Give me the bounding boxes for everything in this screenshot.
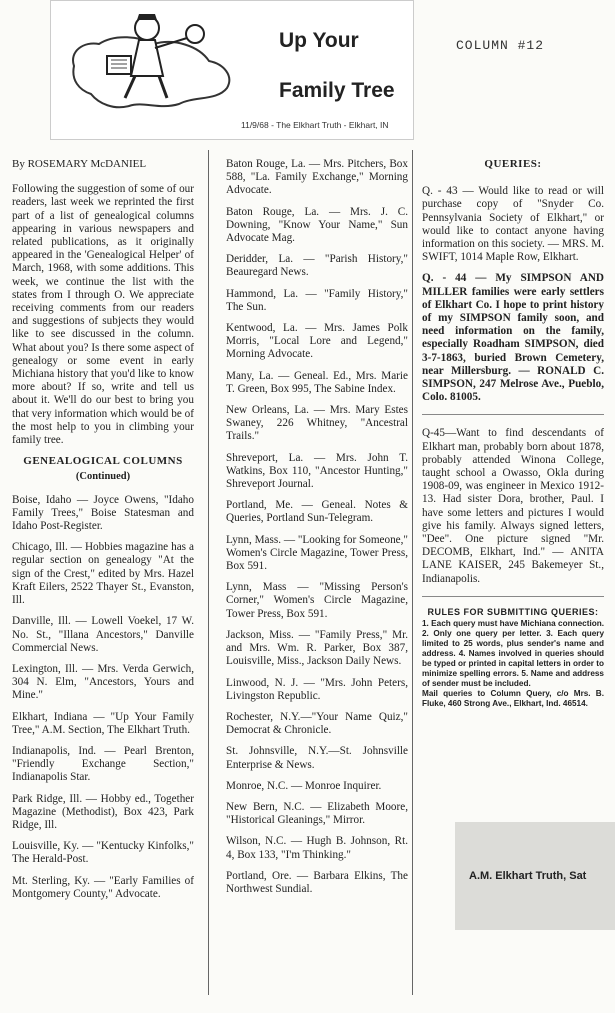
column-listing: Boise, Idaho — Joyce Owens, "Idaho Family Trees," Boise Statesman and Idaho Post-Register. xyxy=(12,493,194,533)
column-listing: Kentwood, La. — Mrs. James Polk Morris, "Local Lore and Legend," Morning Advocate. xyxy=(226,322,408,361)
column-listing: Mt. Sterling, Ky. — "Early Families of Montgomery County," Advocate. xyxy=(12,874,194,900)
query-item: Q. - 43 — Would like to read or will purchase copy of "Snyder Co. Pennsylvania Society of Elkhart," or would like to contact anyone having information on this society. — MRS. M. SWIFT, 1014 Maple Row, Elkhart. xyxy=(422,185,604,264)
column-listing: Hammond, La. — "Family History," The Sun. xyxy=(226,287,408,313)
queries-heading: QUERIES: xyxy=(484,158,542,170)
column-listing: Jackson, Miss. — "Family Press," Mr. and Mrs. Wm. R. Parker, Box 387, Louisville, Miss., Jackson Daily News. xyxy=(226,628,408,668)
column-listing: Shreveport, La. — Mrs. John T. Watkins, Box 110, "Ancestor Hunting," Shreveport Journal. xyxy=(226,451,408,491)
column-listing: Linwood, N. J. — "Mrs. John Peters, Livingston Republic. xyxy=(226,676,408,702)
column-listing: Portland, Ore. — Barbara Elkins, The Northwest Sundial. xyxy=(226,869,408,895)
column-title-line1: Up Your xyxy=(279,29,359,52)
column-listing: Deridder, La. — "Parish History," Beauregard News. xyxy=(226,253,408,279)
rules-body: 1. Each query must have Michiana connection. 2. Only one query per letter. 3. Each query limited to 25 words, plus sender's name and address. 4. Names involved in queries should be typed or printed in capital letters in order to minimize spelling errors. 5. Name and address of sender must be included. xyxy=(422,618,604,688)
column-listing: Louisville, Ky. — "Kentucky Kinfolks," The Herald-Post. xyxy=(12,840,194,866)
section-heading: GENEALOGICAL COLUMNS xyxy=(23,455,183,468)
column-listing: Many, La. — Geneal. Ed., Mrs. Marie T. Green, Box 995, The Sabine Index. xyxy=(226,369,408,395)
query-item: Q. - 44 — My SIMPSON AND MILLER families were early settlers of Elkhart Co. I hope to print history of my SIMPSON family soon, and need information on the family, especially Roadham SIMPSON, died 3-7-1863, buried Brown Cemetery, near Millersburg. — RONALD C. SIMPSON, 247 Melrose Ave., Pueblo, Colo. 81005. xyxy=(422,272,604,404)
column-listing: Lexington, Ill. — Mrs. Verda Gerwich, 304 N. Elm, "Ancestors, Yours and Mine." xyxy=(12,662,194,702)
column-listing: Indianapolis, Ind. — Pearl Brenton, "Friendly Exchange Section," Indianapolis Star. xyxy=(12,744,194,784)
column-divider xyxy=(208,150,209,995)
column-number: COLUMN #12 xyxy=(456,38,545,53)
column-listing: Danville, Ill. — Lowell Voekel, 17 W. No. St., "Illana Ancestors," Danville Commercial News. xyxy=(12,615,194,654)
adjacent-clipping-label: A.M. Elkhart Truth, Sat xyxy=(469,870,587,882)
column-header xyxy=(50,0,414,140)
column-listing: New Bern, N.C. — Elizabeth Moore, "Historical Gleanings," Mirror. xyxy=(226,800,408,827)
column-listing: New Orleans, La. — Mrs. Mary Estes Swaney, 226 Whitney, "Ancestral Trails." xyxy=(226,404,408,443)
divider xyxy=(422,596,604,597)
column-listing: Park Ridge, Ill. — Hobby ed., Together Magazine (Methodist), Box 423, Park Ridge, Ill. xyxy=(12,792,194,831)
column-listing: Elkhart, Indiana — "Up Your Family Tree," A.M. Section, The Elkhart Truth. xyxy=(12,710,194,736)
column-title-line2: Family Tree xyxy=(279,79,395,102)
rules-mail: Mail queries to Column Query, c/o Mrs. B. Fluke, 460 Strong Ave., Elkhart, Ind. 46514. xyxy=(422,688,604,708)
rules-title: RULES FOR SUBMITTING QUERIES: xyxy=(427,606,599,617)
column-1 xyxy=(12,158,194,909)
adjacent-clipping xyxy=(455,822,615,930)
divider xyxy=(422,414,604,415)
column-listing: Wilson, N.C. — Hugh B. Johnson, Rt. 4, Box 133, "I'm Thinking." xyxy=(226,835,408,861)
column-listing: St. Johnsville, N.Y.—St. Johnsville Enterprise & News. xyxy=(226,745,408,771)
queries-column xyxy=(422,158,604,709)
byline: By ROSEMARY McDANIEL xyxy=(12,158,147,170)
rules-box xyxy=(422,607,604,709)
column-listing: Baton Rouge, La. — Mrs. Pitchers, Box 588, "La. Family Exchange," Morning Advocate. xyxy=(226,158,408,197)
dateline: 11/9/68 - The Elkhart Truth - Elkhart, IN xyxy=(241,120,389,130)
column-listing: Portland, Me. — Geneal. Notes & Queries, Portland Sun-Telegram. xyxy=(226,499,408,525)
column-listing: Baton Rouge, La. — Mrs. J. C. Downing, "Know Your Name," Sun Advocate Mag. xyxy=(226,205,408,245)
column-listing: Rochester, N.Y.—"Your Name Quiz," Democrat & Chronicle. xyxy=(226,710,408,737)
column-listing: Lynn, Mass. — "Looking for Someone," Women's Circle Magazine, Tower Press, Box 591. xyxy=(226,533,408,573)
section-subheading: (Continued) xyxy=(75,471,131,483)
column-2 xyxy=(226,158,408,904)
column-listing: Lynn, Mass — "Missing Person's Corner," Women's Circle Magazine, Tower Press, Box 591. xyxy=(226,581,408,620)
column-listing: Monroe, N.C. — Monroe Inquirer. xyxy=(226,779,382,792)
intro-paragraph: Following the suggestion of some of our readers, last week we reprinted the first part of a list of genealogical columns appearing in various newspapers and related publications, as it originally appeared in the 'Genealogical Helper' of March, 1968, with some additions. This week, we continue the list with the states from I through O. We appreciate receiving comments from our readers and suggestions of subjects they would like to see discussed in the column. What about you? Is there some aspect of genealogy or some event in early Michiana history that you'd like to know more about? If so, write and tell us about it. We'll do our best to bring you that very information which would be of the most help to you in climbing your family tree. xyxy=(12,183,194,447)
query-item: Q-45—Want to find descendants of Elkhart man, probably born about 1878, probably attended Winona College, taught school a Owasso, Okla during 1908-09, was engineer in Mexico 1912-13. Had sister Dora, brother, Paul. I have some letters and pictures I would give his family. Always signed letters, "Dee". One picture signed "Mr. DECOMB, Elkhart, Ind." — ANITA LANE KAISER, 245 Bakemeyer St., Indianapolis. xyxy=(422,427,604,585)
column-divider xyxy=(412,150,413,995)
family-tree-mascot-icon xyxy=(59,6,259,114)
column-listing: Chicago, Ill. — Hobbies magazine has a regular section on genealogy "At the sign of the Crest," edited by Mrs. Hazel Kraft Eilers, 2522 Thayer St., Evanston, Ill. xyxy=(12,541,194,607)
